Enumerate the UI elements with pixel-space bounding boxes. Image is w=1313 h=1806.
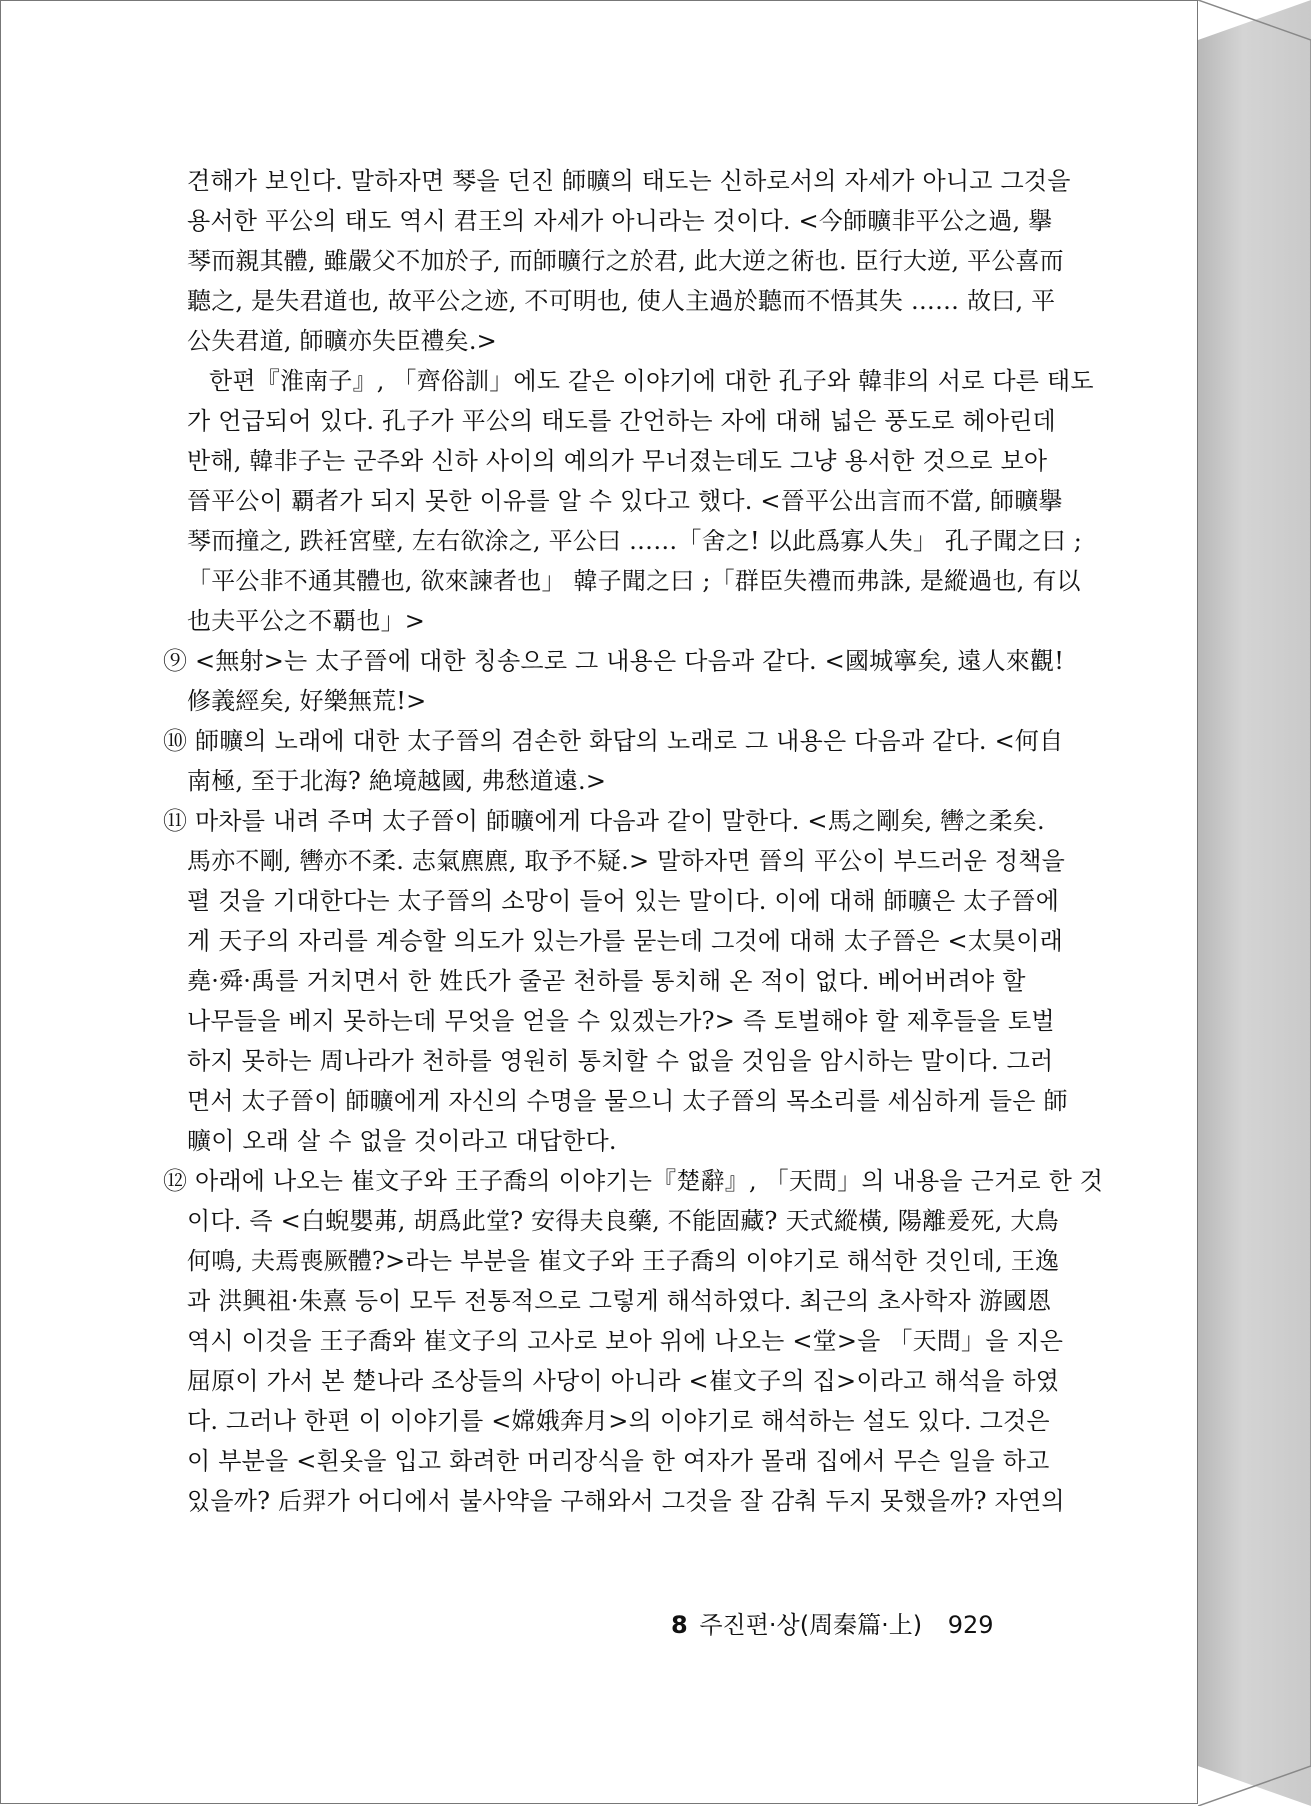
text-line: 屈原이 가서 본 楚나라 조상들의 사당이 아니라 <崔文子의 집>이라고 해석을 하였 [187,1367,1060,1395]
book-bottom-corner [1198,1766,1311,1806]
book-top-corner [1198,0,1311,40]
text-line: 면서 太子晉이 師曠에게 자신의 수명을 물으니 太子晉의 목소리를 세심하게 들은 師 [187,1087,1068,1115]
text-line: 堯·舜·禹를 거치면서 한 姓氏가 줄곧 천하를 통치해 온 적이 없다. 베어버려야 할 [187,967,1026,995]
text-line: 하지 못하는 周나라가 천하를 영원히 통치할 수 없을 것임을 암시하는 말이다. 그러 [187,1047,1054,1075]
text-line: 반해, 韓非子는 군주와 신하 사이의 예의가 무너졌는데도 그냥 용서한 것으로 보아 [187,447,1048,475]
note-11-line: ⑪ 마차를 내려 주며 太子晉이 師曠에게 다음과 같이 말한다. <馬之剛矣, 轡之柔矣. [163,807,1045,835]
text-line: 「平公非不通其體也, 欲來諫者也」 韓子聞之曰 ;「群臣失禮而弗誅, 是縱過也, 有以 [187,567,1081,595]
note-10-line: ⑩ 師曠의 노래에 대한 太子晉의 겸손한 화답의 노래로 그 내용은 다음과 같다. <何自 [163,727,1064,755]
text-line: 이 부분을 <흰옷을 입고 화려한 머리장식을 한 여자가 몰래 집에서 무슨 일을 하고 [187,1447,1050,1475]
text-line: 나무들을 베지 못하는데 무엇을 얻을 수 있겠는가?> 즉 토벌해야 할 제후들을 토벌 [187,1007,1055,1035]
text-line: 聽之, 是失君道也, 故平公之迹, 不可明也, 使人主過於聽而不悟其失 …… 故曰, 平 [187,287,1056,315]
text-line: 견해가 보인다. 말하자면 琴을 던진 師曠의 태도는 신하로서의 자세가 아니고 그것을 [187,167,1071,195]
note-12-line: ⑫ 아래에 나오는 崔文子와 王子喬의 이야기는『楚辭』, 「天問」의 내용을 근거로 한 것 [163,1167,1104,1195]
text-line: 也夫平公之不覇也」> [187,607,426,635]
text-line: 公失君道, 師曠亦失臣禮矣.> [187,327,497,355]
text-line: 馬亦不剛, 轡亦不柔. 志氣麃麃, 取予不疑.> 말하자면 晉의 平公이 부드러운 정책을 [187,847,1066,875]
footer-chapter-title: 주진편·상(周秦篇·上) [699,1611,923,1639]
text-line: 晉平公이 覇者가 되지 못한 이유를 알 수 있다고 했다. <晉平公出言而不當, 師曠擧 [187,487,1063,515]
text-line: 한편『淮南子』, 「齊俗訓」에도 같은 이야기에 대한 孔子와 韓非의 서로 다른 태도 [209,367,1094,395]
footer-page-number: 929 [947,1611,994,1639]
text-line: 다. 그러나 한편 이 이야기를 <嫦娥奔月>의 이야기로 해석하는 설도 있다. 그것은 [187,1407,1050,1435]
text-line: 과 洪興祖·朱熹 등이 모두 전통적으로 그렇게 해석하였다. 최근의 초사학자 游國恩 [187,1287,1052,1315]
text-line: 이다. 즉 <白蜺嬰茀, 胡爲此堂? 安得夫良藥, 不能固藏? 天式縱橫, 陽離爰死, 大鳥 [187,1207,1059,1235]
text-line: 琴而親其體, 雖嚴父不加於子, 而師曠行之於君, 此大逆之術也. 臣行大逆, 平公喜而 [187,247,1064,275]
page-footer [671,1605,994,1640]
text-line: 가 언급되어 있다. 孔子가 平公의 태도를 간언하는 자에 대해 넓은 풍도로 헤아린데 [187,407,1056,435]
note-9-line: ⑨ <無射>는 太子晉에 대한 칭송으로 그 내용은 다음과 같다. <國城寧矣, 遠人來觀! [163,647,1065,675]
footer-chapter-number: 8 [671,1611,688,1639]
text-line: 용서한 平公의 태도 역시 君王의 자세가 아니라는 것이다. <今師曠非平公之過, 擧 [187,207,1053,235]
text-line: 있을까? 后羿가 어디에서 불사약을 구해와서 그것을 잘 감춰 두지 못했을까? 자연의 [187,1487,1065,1515]
page-body [163,161,1104,1521]
text-line: 역시 이것을 王子喬와 崔文子의 고사로 보아 위에 나오는 <堂>을 「天問」을 지은 [187,1327,1064,1355]
text-line: 何鳴, 夫焉喪厥體?>라는 부분을 崔文子와 王子喬의 이야기로 해석한 것인데, 王逸 [187,1247,1060,1275]
text-line: 修義經矣, 好樂無荒!> [187,687,427,715]
text-line: 琴而撞之, 跌衽宮壁, 左右欲涂之, 平公曰 ……「舍之! 以此爲寡人失」 孔子聞之曰 ; [187,527,1083,555]
text-line: 게 天子의 자리를 계승할 의도가 있는가를 묻는데 그것에 대해 太子晉은 <太昊이래 [187,927,1063,955]
text-line: 曠이 오래 살 수 없을 것이라고 대답한다. [187,1127,617,1155]
book-thickness-edge [1198,0,1311,1806]
text-line: 펼 것을 기대한다는 太子晉의 소망이 들어 있는 말이다. 이에 대해 師曠은 太子晉에 [187,887,1060,915]
text-line: 南極, 至于北海? 絶境越國, 弗愁道遠.> [187,767,607,795]
